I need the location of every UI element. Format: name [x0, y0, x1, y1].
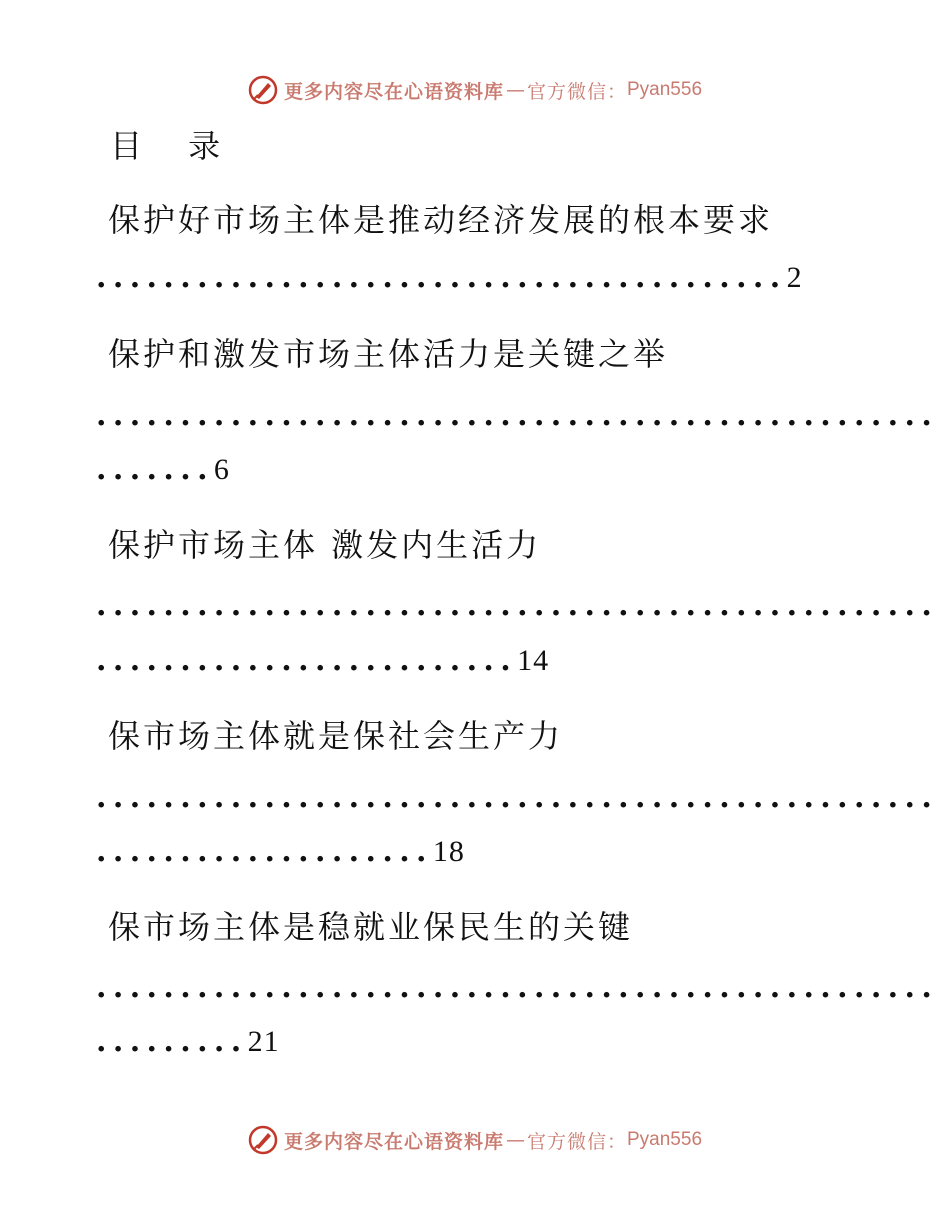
toc-entry-page: 18 [432, 835, 465, 868]
toc-entry-title[interactable]: 保市场主体是稳就业保民生的关键 [108, 908, 634, 946]
quill-logo-icon [248, 75, 278, 105]
watermark-separator: — [505, 79, 525, 101]
toc-entry-title[interactable]: 保护和激发市场主体活力是关键之举 [108, 335, 669, 373]
toc-entry-leader[interactable] [96, 1022, 848, 1062]
toc-entry-page: 14 [517, 644, 550, 677]
leader-dots: ......................................... [96, 260, 787, 295]
watermark-text: 更多内容尽在心语资料库 [283, 1130, 504, 1153]
toc-entry-page: 6 [213, 453, 230, 486]
watermark-id: Pyan556 [627, 79, 703, 100]
toc-entry-leader[interactable] [96, 641, 848, 681]
toc-entry-title[interactable]: 保护市场主体 激发内生活力 [108, 526, 542, 564]
toc-entry-leader[interactable] [96, 450, 848, 490]
toc-entry-leader: .................................................. [96, 398, 939, 433]
toc-entry-title[interactable]: 保市场主体就是保社会生产力 [108, 717, 564, 755]
header-watermark [0, 70, 950, 110]
toc-entry-leader: .................................................. [96, 588, 939, 623]
leader-dots: ....... [96, 452, 214, 487]
leader-dots: ......................... [96, 643, 518, 678]
watermark-label: 官方微信： [526, 80, 627, 103]
toc-entry-page: 21 [247, 1025, 280, 1058]
toc-entry-title[interactable]: 保护好市场主体是推动经济发展的根本要求 [108, 201, 774, 239]
toc-heading: 目 录 [110, 127, 239, 165]
leader-dots: .................... [96, 834, 433, 869]
quill-logo-icon [248, 1125, 278, 1155]
toc-entry-page: 2 [786, 261, 803, 294]
toc-entry-leader: .................................................. [96, 970, 939, 1005]
toc-entry-leader[interactable] [96, 258, 848, 298]
watermark-text: 更多内容尽在心语资料库 [283, 80, 504, 103]
toc-entry-leader[interactable] [96, 832, 848, 872]
watermark-id: Pyan556 [627, 1129, 703, 1150]
watermark-separator: — [505, 1129, 525, 1151]
toc-entry-leader: .................................................. [96, 780, 939, 815]
footer-watermark [0, 1120, 950, 1160]
leader-dots: ......... [96, 1024, 248, 1059]
watermark-label: 官方微信： [526, 1130, 627, 1153]
